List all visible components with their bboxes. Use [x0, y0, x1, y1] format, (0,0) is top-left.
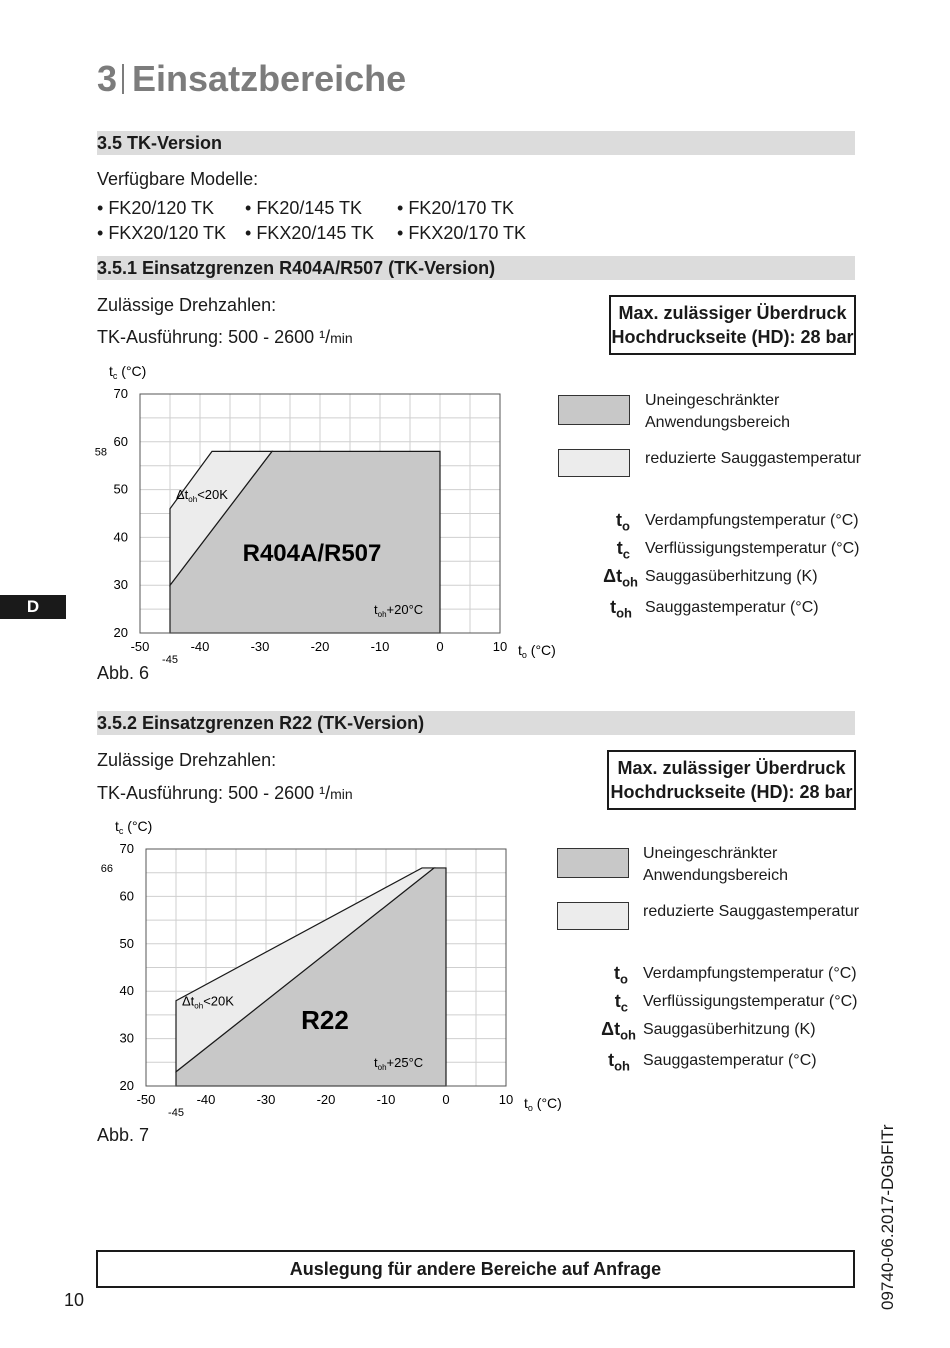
footer-note: Auslegung für andere Bereiche auf Anfrage [96, 1250, 855, 1288]
y-tick-label: 60 [119, 888, 134, 904]
document-code: 09740-06.2017-DGbFITr [878, 1124, 897, 1310]
y-tick-label: 66 [100, 862, 113, 875]
y-tick-label: 40 [113, 529, 128, 545]
legend-swatch-unrestricted [558, 395, 630, 425]
area-unrestricted [176, 868, 446, 1086]
symbol-to-text: Verdampfungstemperatur (°C) [643, 965, 857, 982]
pressure-line-1: Max. zulässiger Überdruck [617, 758, 846, 778]
language-tab: D [0, 595, 66, 619]
chart-title: R22 [301, 1005, 349, 1035]
symbol-main: t [610, 597, 617, 617]
x-tick-label: -45 [162, 654, 178, 663]
tk-speed-value: TK-Ausführung: 500 - 2600 ¹/ [97, 783, 331, 803]
tk-speed [97, 327, 353, 348]
tk-speed-unit: min [330, 330, 353, 346]
x-tick-label: -30 [250, 639, 270, 654]
y-tick-label: 20 [119, 1078, 134, 1093]
x-tick-label: 0 [442, 1092, 450, 1107]
model-item: • FKX20/170 TK [397, 223, 526, 244]
symbol-dtoh-text: Sauggasüberhitzung (K) [643, 1021, 816, 1038]
symbol-toh-text: Sauggastemperatur (°C) [645, 599, 819, 616]
symbol-main: t [616, 510, 623, 530]
model-item: • FK20/170 TK [397, 198, 514, 219]
x-tick-label: -50 [136, 1092, 156, 1107]
symbol-main: t [614, 991, 621, 1011]
y-tick-label: 70 [113, 386, 128, 401]
symbol-main: t [616, 538, 623, 558]
tk-speed-unit: min [330, 786, 353, 802]
x-tick-label: -50 [130, 639, 150, 654]
symbol-tc-text: Verflüssigungstemperatur (°C) [645, 540, 860, 557]
x-axis-label: $t_o$ (°C) [524, 1095, 562, 1113]
model-item: • FK20/145 TK [245, 198, 362, 219]
section-heading-3-5-2: 3.5.2 Einsatzgrenzen R22 (TK-Version) [97, 711, 855, 735]
x-tick-label: 0 [436, 639, 444, 654]
y-tick-label: 30 [113, 577, 128, 593]
speeds-label: Zulässige Drehzahlen: [97, 750, 277, 770]
symbol-dtoh [598, 566, 638, 590]
chapter-separator [122, 64, 124, 94]
symbol-sub: o [620, 971, 628, 987]
symbol-sub: oh [620, 1027, 636, 1043]
symbol-to [590, 510, 630, 534]
pressure-box [609, 295, 856, 355]
legend-unrestricted-line-2: Anwendungsbereich [643, 867, 788, 884]
chapter-name: Einsatzbereiche [132, 58, 407, 99]
chapter-number: 3 [97, 58, 118, 99]
legend-reduced: reduzierte Sauggastemperatur [645, 450, 862, 467]
x-axis-label: $t_o$ (°C) [518, 642, 556, 660]
legend-unrestricted-line-1: Uneingeschränkter [645, 392, 780, 409]
symbol-sub: o [622, 518, 630, 534]
x-tick-label: -20 [310, 639, 330, 654]
x-tick-label: -10 [376, 1092, 396, 1107]
symbol-toh [592, 597, 632, 621]
legend-swatch-unrestricted [557, 848, 629, 878]
chart-r404a [90, 358, 570, 663]
legend-unrestricted [645, 390, 790, 434]
x-tick-label: -40 [196, 1092, 216, 1107]
legend-unrestricted [643, 843, 788, 887]
chapter-title [97, 58, 406, 100]
y-axis-label: $t_c$ (°C) [115, 818, 153, 836]
pressure-box [607, 750, 856, 810]
model-item: • FKX20/120 TK [97, 223, 226, 244]
y-tick-label: 70 [119, 841, 134, 856]
chart-annotation: $\Delta t_{oh}<20K$ [182, 993, 234, 1011]
y-tick-label: 50 [113, 481, 128, 497]
symbol-dtoh [596, 1019, 636, 1043]
x-tick-label: -20 [316, 1092, 336, 1107]
y-tick-label: 30 [119, 1030, 134, 1046]
x-tick-label: -10 [370, 639, 390, 654]
tk-speed [97, 783, 353, 804]
symbol-main: t [608, 1050, 615, 1070]
symbol-to-text: Verdampfungstemperatur (°C) [645, 512, 859, 529]
chart-r22 [90, 812, 570, 1122]
legend-reduced: reduzierte Sauggastemperatur [643, 903, 860, 920]
y-tick-label: 40 [119, 983, 134, 999]
legend-swatch-reduced [557, 902, 629, 930]
symbol-sub: oh [614, 1058, 630, 1074]
pressure-line-1: Max. zulässiger Überdruck [618, 303, 847, 323]
symbol-sub: c [622, 546, 630, 562]
symbol-sub: oh [616, 605, 632, 621]
tk-speed-value: TK-Ausführung: 500 - 2600 ¹/ [97, 327, 331, 347]
legend-unrestricted-line-2: Anwendungsbereich [645, 414, 790, 431]
x-tick-label: -40 [190, 639, 210, 654]
speeds-label: Zulässige Drehzahlen: [97, 295, 277, 315]
figure-caption: Abb. 7 [97, 1125, 150, 1145]
symbol-toh-text: Sauggastemperatur (°C) [643, 1052, 817, 1069]
symbol-toh [590, 1050, 630, 1074]
chart-annotation: $t_{oh}+20^\circ C$ [374, 601, 424, 619]
x-tick-label: -45 [168, 1107, 184, 1119]
x-tick-label: 10 [492, 639, 508, 654]
page-number: 10 [64, 1290, 85, 1310]
model-item: • FK20/120 TK [97, 198, 214, 219]
pressure-line-2: Hochdruckseite (HD): 28 bar [610, 782, 853, 802]
pressure-line-2: Hochdruckseite (HD): 28 bar [611, 327, 854, 347]
y-tick-label: 20 [113, 625, 128, 640]
symbol-dtoh-text: Sauggasüberhitzung (K) [645, 568, 818, 585]
symbol-sub: c [620, 999, 628, 1015]
y-tick-label: 50 [119, 935, 134, 951]
legend-swatch-reduced [558, 449, 630, 477]
symbol-tc-text: Verflüssigungstemperatur (°C) [643, 993, 858, 1010]
symbol-main: Δt [601, 1019, 621, 1039]
chart-title: R404A/R507 [242, 540, 382, 567]
x-tick-label: 10 [498, 1092, 514, 1107]
symbol-sub: oh [622, 574, 638, 590]
chart-annotation: $t_{oh}+25^\circ C$ [374, 1055, 424, 1073]
legend-unrestricted-line-1: Uneingeschränkter [643, 845, 778, 862]
models-intro: Verfügbare Modelle: [97, 169, 259, 189]
y-axis-label: $t_c$ (°C) [109, 363, 147, 381]
section-heading-3-5-1: 3.5.1 Einsatzgrenzen R404A/R507 (TK-Version) [97, 256, 855, 280]
y-tick-label: 58 [94, 446, 107, 459]
symbol-tc [588, 991, 628, 1015]
figure-caption: Abb. 6 [97, 663, 150, 683]
symbol-main: Δt [603, 566, 623, 586]
symbol-main: t [614, 963, 621, 983]
y-tick-label: 60 [113, 433, 128, 449]
symbol-to [588, 963, 628, 987]
section-heading-3-5: 3.5 TK-Version [97, 131, 855, 155]
x-tick-label: -30 [256, 1092, 276, 1107]
symbol-tc [590, 538, 630, 562]
chart-annotation: $\Delta t_{oh}<20K$ [176, 487, 228, 505]
model-item: • FKX20/145 TK [245, 223, 374, 244]
